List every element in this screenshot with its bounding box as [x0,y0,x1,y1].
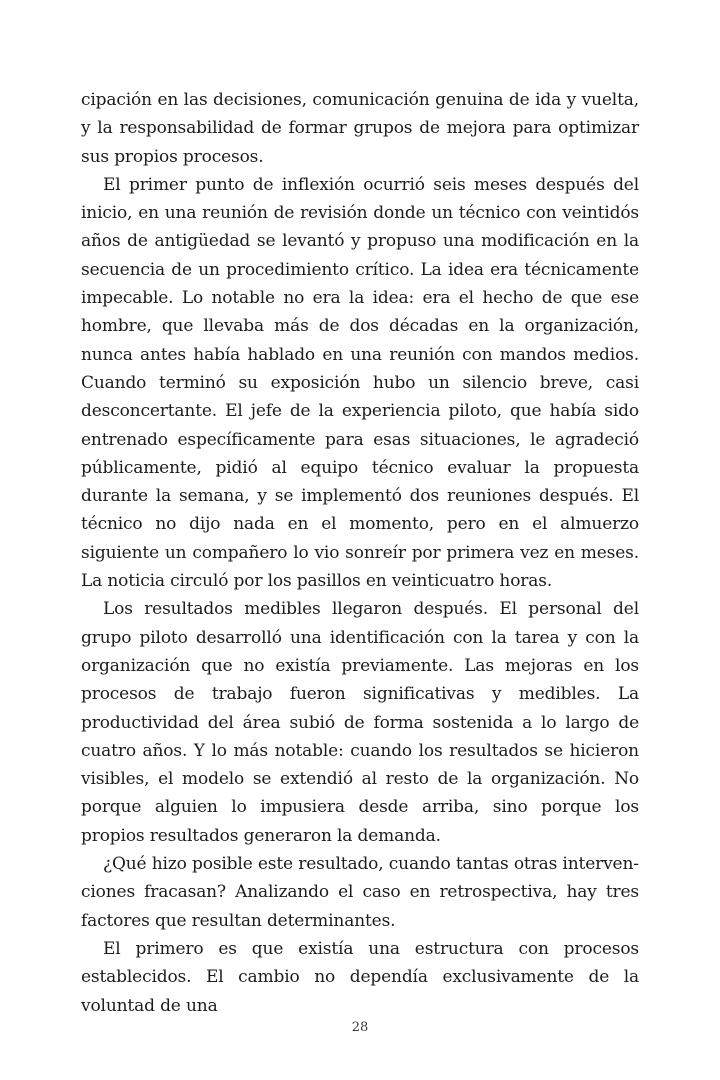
paragraph-first-factor: El primero es que existía una estructura con procesos establecidos. El cambio no dependía exclusivamente de la voluntad de una [81,938,639,1016]
paragraph-results: Los resultados medibles llegaron después. El personal del grupo piloto desarrolló una identificación con la tarea y con la organización que no existía previamente. Las mejoras en los procesos de trabajo fueron significativas y medibles. La productividad del área subió de forma sostenida a lo largo de cuatro años. Y lo más notable: cuando los resultados se hicieron visibles, el modelo se extendió al resto de la organización. No porque alguien lo impusiera desde arriba, sino porque los propios resultados generaron la demanda. [81,599,639,846]
paragraph-question: ¿Qué hizo posible este resultado, cuando tantas otras intervenciones fracasan? Analizando el caso en retrospectiva, hay tres factores que resultan determinantes. [81,854,639,931]
paragraph-inflection-point: El primer punto de inflexión ocurrió seis meses después del inicio, en una reunión de revisión donde un técnico con veintidós años de antigüedad se levantó y propuso una modificación en la secuencia de un procedimiento crítico. La idea era técnicamente impecable. Lo notable no era la idea: era el hecho de que ese hombre, que llevaba más de dos décadas en la organización, nunca antes había hablado en una reunión con mandos medios. Cuando terminó su exposición hubo un silencio breve, casi desconcertante. El jefe de la experiencia piloto, que había sido entrenado específicamente para esas situaciones, le agradeció públicamente, pidió al equipo técnico evaluar la propuesta durante la semana, y se implementó dos reuniones después. El técnico no dijo nada en el momento, pero en el almuerzo siguiente un compañero lo vio sonreír por primera vez en meses. La noticia circuló por los pasillos en veinticuatro horas. [81,174,639,592]
body-text [81,86,639,1020]
paragraph-continuation: cipación en las decisiones, comunicación genuina de ida y vuelta, y la responsabilidad de formar grupos de mejora para optimizar sus propios procesos. [81,90,639,167]
page-number: 28 [351,1020,369,1035]
